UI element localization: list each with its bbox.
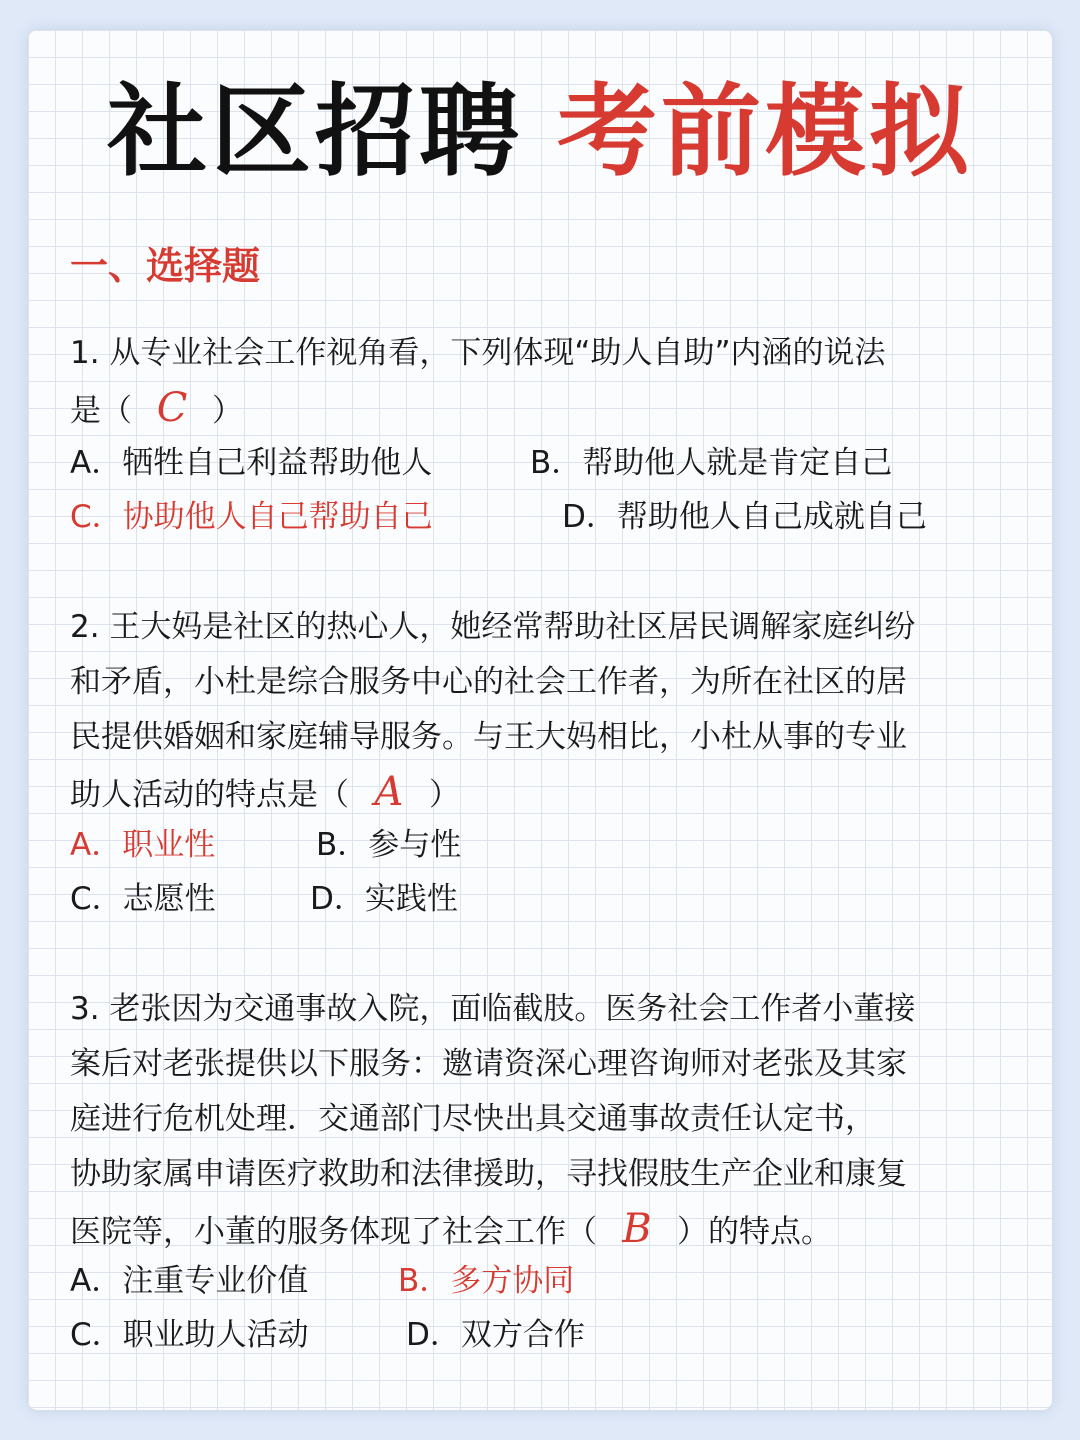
question-line: 民提供婚姻和家庭辅导服务。与王大妈相比，小杜从事的专业 bbox=[70, 719, 907, 755]
option-1b[interactable]: B．帮助他人就是肯定自己 bbox=[530, 445, 893, 481]
question-line: 助人活动的特点是（ A ） bbox=[70, 765, 1015, 823]
page-title bbox=[0, 72, 1080, 192]
handwritten-answer: B bbox=[622, 1206, 652, 1252]
option-2a-correct[interactable]: A．职业性 bbox=[70, 827, 216, 863]
question-1 bbox=[70, 326, 1015, 439]
option-3d[interactable]: D．双方合作 bbox=[406, 1317, 585, 1353]
section-heading: 一、选择题 bbox=[70, 244, 261, 288]
option-2d[interactable]: D．实践性 bbox=[310, 881, 458, 917]
question-line: 庭进行危机处理．交通部门尽快出具交通事故责任认定书， bbox=[70, 1101, 876, 1137]
option-3a[interactable]: A．注重专业价值 bbox=[70, 1263, 309, 1299]
option-2b[interactable]: B．参与性 bbox=[316, 827, 462, 863]
handwritten-answer: A bbox=[374, 769, 404, 815]
question-line: 2. 王大妈是社区的热心人，她经常帮助社区居民调解家庭纠纷 bbox=[70, 609, 916, 645]
option-3c[interactable]: C．职业助人活动 bbox=[70, 1317, 309, 1353]
question-line: 案后对老张提供以下服务：邀请资深心理咨询师对老张及其家 bbox=[70, 1046, 907, 1082]
option-2c[interactable]: C．志愿性 bbox=[70, 881, 216, 917]
question-line: 3. 老张因为交通事故入院，面临截肢。医务社会工作者小董接 bbox=[70, 991, 916, 1027]
question-2 bbox=[70, 600, 1015, 823]
option-1a[interactable]: A．牺牲自己利益帮助他人 bbox=[70, 445, 433, 481]
question-line: 和矛盾，小杜是综合服务中心的社会工作者，为所在社区的居 bbox=[70, 664, 907, 700]
title-part-1: 社区招聘 bbox=[107, 73, 523, 190]
question-line: 是（ C ） bbox=[70, 381, 1015, 439]
question-line: 医院等，小董的服务体现了社会工作（ B ）的特点。 bbox=[70, 1202, 1015, 1260]
handwritten-answer: C bbox=[156, 385, 188, 431]
question-line: 协助家属申请医疗救助和法律援助，寻找假肢生产企业和康复 bbox=[70, 1156, 907, 1192]
option-1c-correct[interactable]: C．协助他人自己帮助自己 bbox=[70, 499, 433, 535]
title-part-2: 考前模拟 bbox=[557, 73, 973, 190]
question-3 bbox=[70, 982, 1015, 1260]
question-line: 1. 从专业社会工作视角看，下列体现“助人自助”内涵的说法 bbox=[70, 335, 886, 371]
option-3b-correct[interactable]: B．多方协同 bbox=[398, 1263, 575, 1299]
option-1d[interactable]: D．帮助他人自己成就自己 bbox=[562, 499, 927, 535]
